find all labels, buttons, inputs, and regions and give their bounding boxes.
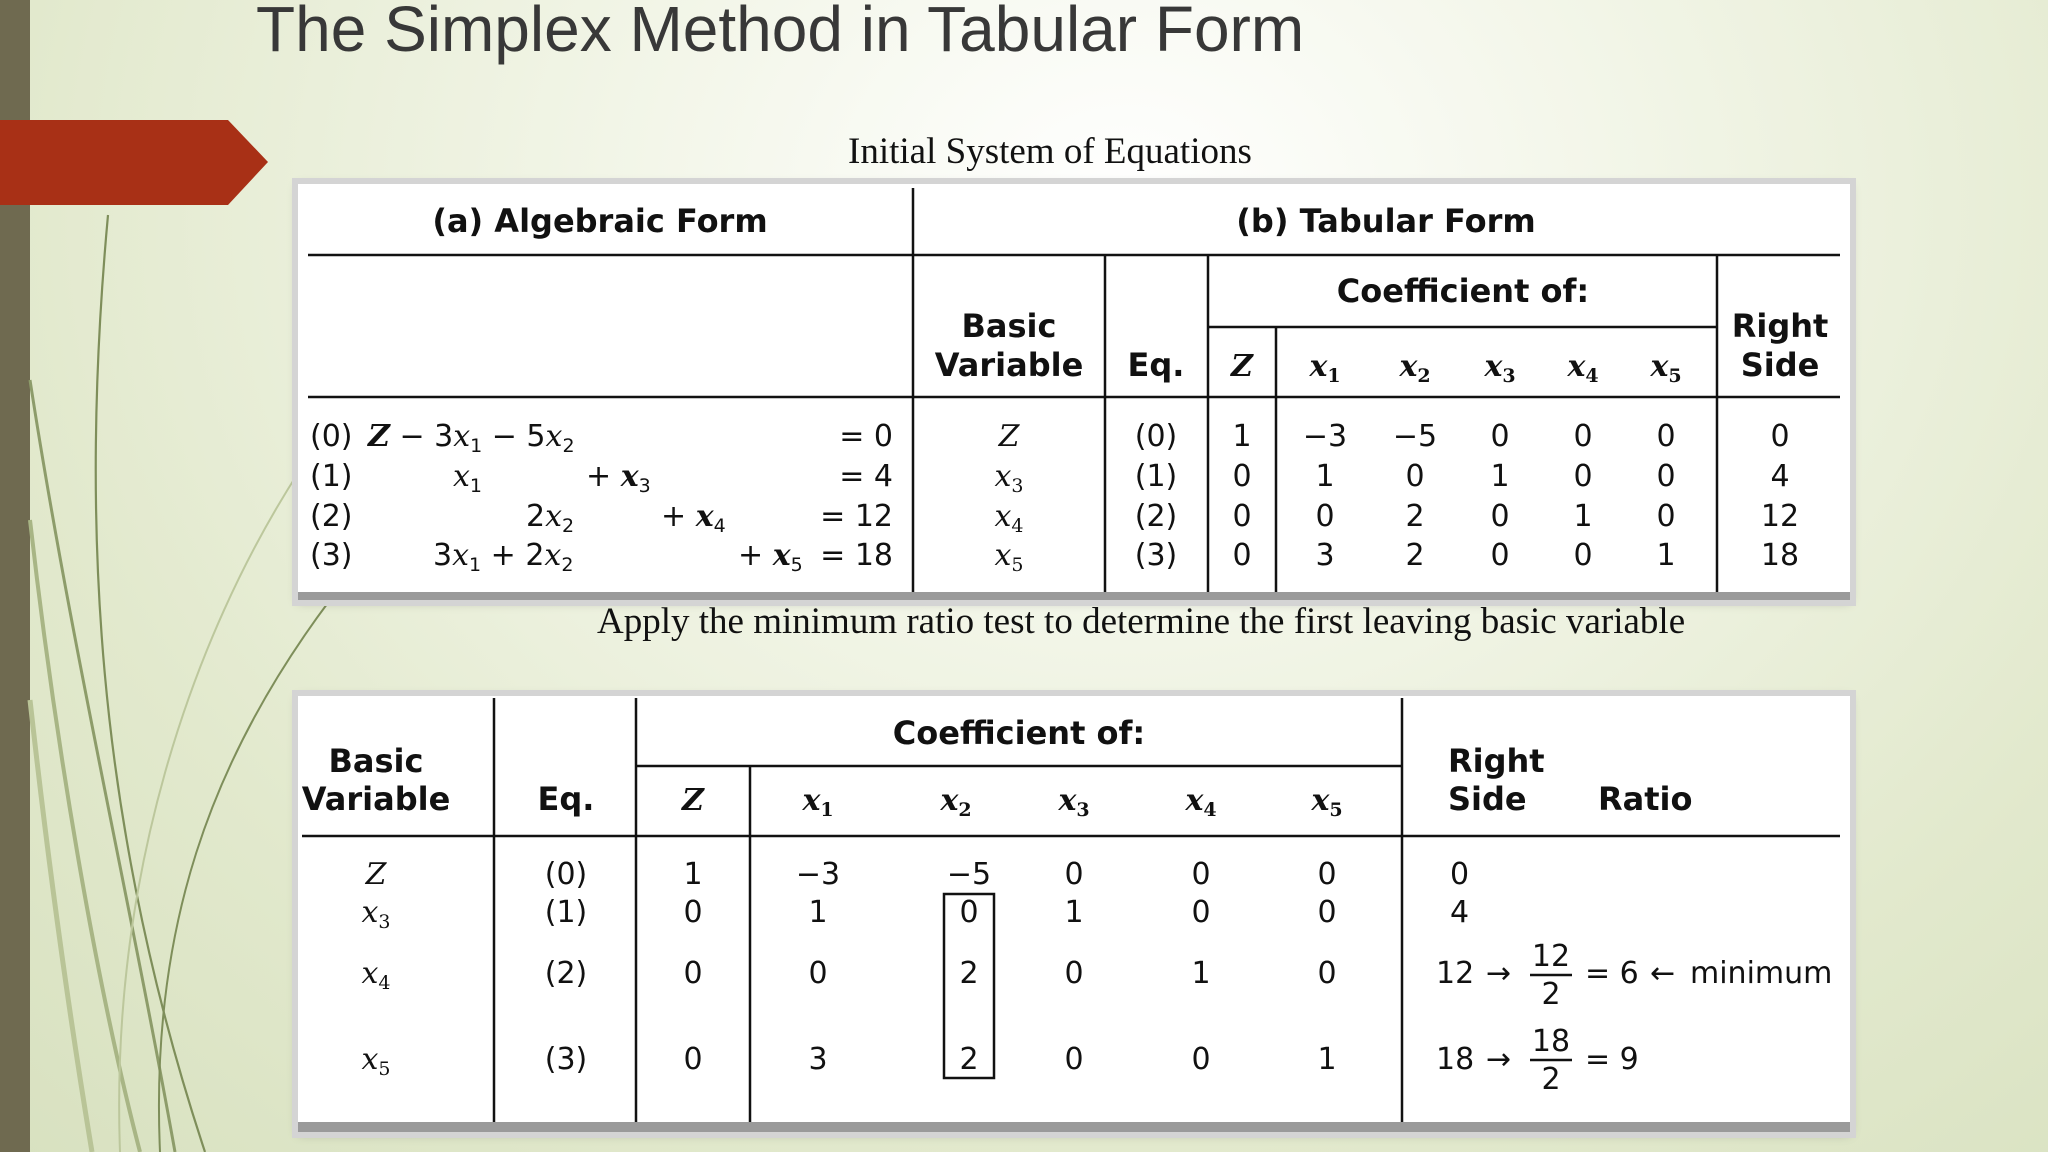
eq-header: Eq. [1127, 346, 1185, 384]
coef-cell-r0-c1: −3 [1302, 419, 1348, 454]
slide-title: The Simplex Method in Tabular Form [256, 0, 1305, 65]
equation-3-lhs: 3x1 + 2x2 + x5 [433, 538, 803, 576]
coef-cell-r2-c3: 0 [1490, 499, 1510, 534]
right-side-header-l2: Side [1740, 346, 1820, 384]
right-side2-1: 4 [1450, 895, 1470, 930]
col-header-x3: $x_3$ [1484, 349, 1516, 387]
right-side-0: 0 [1770, 419, 1790, 454]
coef-cell-r1-c4: 0 [1573, 459, 1593, 494]
coef-cell-r0-c3: 0 [1490, 419, 1510, 454]
eq-number-1: (1) [1134, 459, 1178, 494]
eq-header-2: Eq. [537, 780, 595, 818]
right-side2-0: 0 [1450, 857, 1470, 892]
col-header-x1: $x_1$ [1309, 349, 1341, 387]
equation-1-rhs: = 4 [839, 459, 893, 494]
basic-var-x3: $x_3$ [994, 459, 1024, 497]
right-side-1: 4 [1770, 459, 1790, 494]
eq2-number-1: (1) [544, 895, 588, 930]
tabular-rows [994, 419, 1799, 576]
coef-cell-r0-c2: −5 [1392, 419, 1438, 454]
col2-header-x2: $x_2$ [940, 783, 972, 821]
equation-2-lhs: 2x2 + x4 [526, 499, 726, 537]
coef-cell-r2-c5: 0 [1317, 956, 1337, 991]
coef-cell-r2-c5: 0 [1656, 499, 1676, 534]
ratio-row-x4 [1436, 939, 1832, 1012]
basic-variable-header-2-l2: Variable [301, 780, 451, 818]
coef-cell-r2-c2: 2 [959, 956, 979, 991]
coef-cell-r2-c1: 0 [1315, 499, 1335, 534]
eq-label-2: (2) [310, 499, 353, 534]
right-side-header-2-l1: Right [1448, 742, 1545, 780]
coef-cell-r2-c3: 0 [1064, 956, 1084, 991]
coef-cell-r1-c3: 1 [1064, 895, 1084, 930]
caption-initial-system: Initial System of Equations [848, 131, 1252, 172]
coef-cell-r1-c4: 0 [1191, 895, 1211, 930]
equation-0-rhs: = 0 [839, 419, 893, 454]
ratio-header: Ratio [1598, 780, 1693, 818]
basic-var-z: Z [998, 419, 1020, 454]
coef-cell-r1-c2: 0 [1405, 459, 1425, 494]
coef-cell-r0-c4: 0 [1573, 419, 1593, 454]
basic-var-x4: $x_4$ [994, 499, 1024, 537]
col-header-x5: $x_5$ [1650, 349, 1682, 387]
arrow-right-icon: → [1486, 956, 1512, 991]
eq-number-0: (0) [1134, 419, 1178, 454]
col-header-x2: $x_2$ [1399, 349, 1431, 387]
coef-cell-r1-c1: 1 [1315, 459, 1335, 494]
col2-header-x3: $x_3$ [1058, 783, 1090, 821]
coef-cell-r0-c3: 0 [1064, 857, 1084, 892]
coef-cell-r0-c5: 0 [1317, 857, 1337, 892]
coef-cell-r1-c3: 1 [1490, 459, 1510, 494]
coef-cell-r1-c5: 0 [1317, 895, 1337, 930]
right-side-3: 18 [1760, 538, 1800, 573]
ratio3-denominator: 2 [1541, 1062, 1561, 1097]
eq-label-1: (1) [310, 459, 353, 494]
col2-header-x5: $x_5$ [1311, 783, 1343, 821]
coef-cell-r1-c0: 0 [1232, 459, 1252, 494]
right-side2-3: 18 [1436, 1042, 1475, 1077]
coef-cell-r3-c0: 0 [683, 1042, 703, 1077]
coef-cell-r3-c1: 3 [1315, 538, 1335, 573]
coef-cell-r1-c0: 0 [683, 895, 703, 930]
ratio-row-x5 [1436, 1024, 1639, 1097]
arrow-left-icon: ← [1650, 956, 1676, 991]
basic-var-x5: $x_5$ [994, 538, 1024, 576]
coef-cell-r2-c0: 0 [683, 956, 703, 991]
coefficient-header: Coefficient of: [1336, 272, 1590, 310]
col-header-z: Z [1231, 349, 1253, 384]
basic-var2-x3: $x_3$ [361, 895, 391, 933]
red-arrow-shape [0, 120, 270, 205]
coef-cell-r1-c5: 0 [1656, 459, 1676, 494]
right-side-2: 12 [1760, 499, 1800, 534]
basic-var2-x4: $x_4$ [361, 956, 391, 994]
col-header-x4: $x_4$ [1567, 349, 1599, 387]
coef-cell-r0-c1: −3 [795, 857, 841, 892]
algebraic-equations [310, 419, 893, 576]
arrow-right-icon-2: → [1486, 1042, 1512, 1077]
coef-cell-r1-c2: 0 [959, 895, 979, 930]
min-ratio-table [298, 696, 1850, 1132]
equation-1-lhs: x1 + x3 [453, 459, 651, 497]
algebraic-form-header: (a) Algebraic Form [432, 202, 768, 240]
coef-cell-r3-c5: 1 [1317, 1042, 1337, 1077]
basic-variable-header-l1: Basic [961, 307, 1057, 345]
coef-cell-r3-c5: 1 [1656, 538, 1676, 573]
coef-cell-r0-c2: −5 [946, 857, 992, 892]
ratio2-denominator: 2 [1541, 977, 1561, 1012]
right-side-header-l1: Right [1731, 307, 1829, 345]
coef-cell-r3-c2: 2 [959, 1042, 979, 1077]
coef-cell-r3-c4: 0 [1573, 538, 1593, 573]
coef-cell-r0-c4: 0 [1191, 857, 1211, 892]
ratio2-numerator: 12 [1531, 939, 1571, 974]
basic-var2-x5: $x_5$ [361, 1042, 391, 1080]
basic-variable-header-2-l1: Basic [328, 742, 424, 780]
coef-cell-r0-c5: 0 [1656, 419, 1676, 454]
eq-number-2: (2) [1134, 499, 1178, 534]
ratio2-result: = 6 [1585, 956, 1639, 991]
eq-number-3: (3) [1134, 538, 1178, 573]
eq-label-3: (3) [310, 538, 353, 573]
coef-cell-r3-c1: 3 [808, 1042, 828, 1077]
eq2-number-3: (3) [544, 1042, 588, 1077]
right-side-header-2-l2: Side [1448, 780, 1527, 818]
coef-cell-r3-c0: 0 [1232, 538, 1252, 573]
ratio3-numerator: 18 [1531, 1024, 1571, 1059]
coef-cell-r3-c3: 0 [1064, 1042, 1084, 1077]
coef-cell-r2-c0: 0 [1232, 499, 1252, 534]
coef-cell-r3-c2: 2 [1405, 538, 1425, 573]
coef-cell-r0-c0: 1 [683, 857, 703, 892]
eq2-number-2: (2) [544, 956, 588, 991]
initial-system-table [298, 184, 1850, 600]
tabular-form-header: (b) Tabular Form [1236, 202, 1536, 240]
right-side2-2: 12 [1436, 956, 1475, 991]
col2-header-x1: $x_1$ [802, 783, 834, 821]
eq2-number-0: (0) [544, 857, 588, 892]
equation-2-rhs: = 12 [820, 499, 893, 534]
coef-cell-r1-c1: 1 [808, 895, 828, 930]
minimum-label: minimum [1690, 956, 1833, 991]
equation-3-rhs: = 18 [820, 538, 893, 573]
col2-header-z: Z [682, 783, 704, 818]
coefficient-header-2: Coefficient of: [892, 714, 1146, 752]
coef-cell-r2-c2: 2 [1405, 499, 1425, 534]
caption-min-ratio-test: Apply the minimum ratio test to determine the first leaving basic variable [597, 601, 1686, 642]
coef-cell-r2-c4: 1 [1573, 499, 1593, 534]
coef-cell-r0-c0: 1 [1232, 419, 1252, 454]
coef-cell-r3-c4: 0 [1191, 1042, 1211, 1077]
col2-header-x4: $x_4$ [1185, 783, 1217, 821]
basic-var2-z: Z [365, 857, 387, 892]
coef-cell-r2-c4: 1 [1191, 956, 1211, 991]
equation-0-lhs: Z − 3x1 − 5x2 [368, 419, 575, 457]
coef-cell-r2-c1: 0 [808, 956, 828, 991]
ratio3-result: = 9 [1585, 1042, 1639, 1077]
eq-label-0: (0) [310, 419, 353, 454]
basic-variable-header-l2: Variable [934, 346, 1084, 384]
coef-cell-r3-c3: 0 [1490, 538, 1510, 573]
